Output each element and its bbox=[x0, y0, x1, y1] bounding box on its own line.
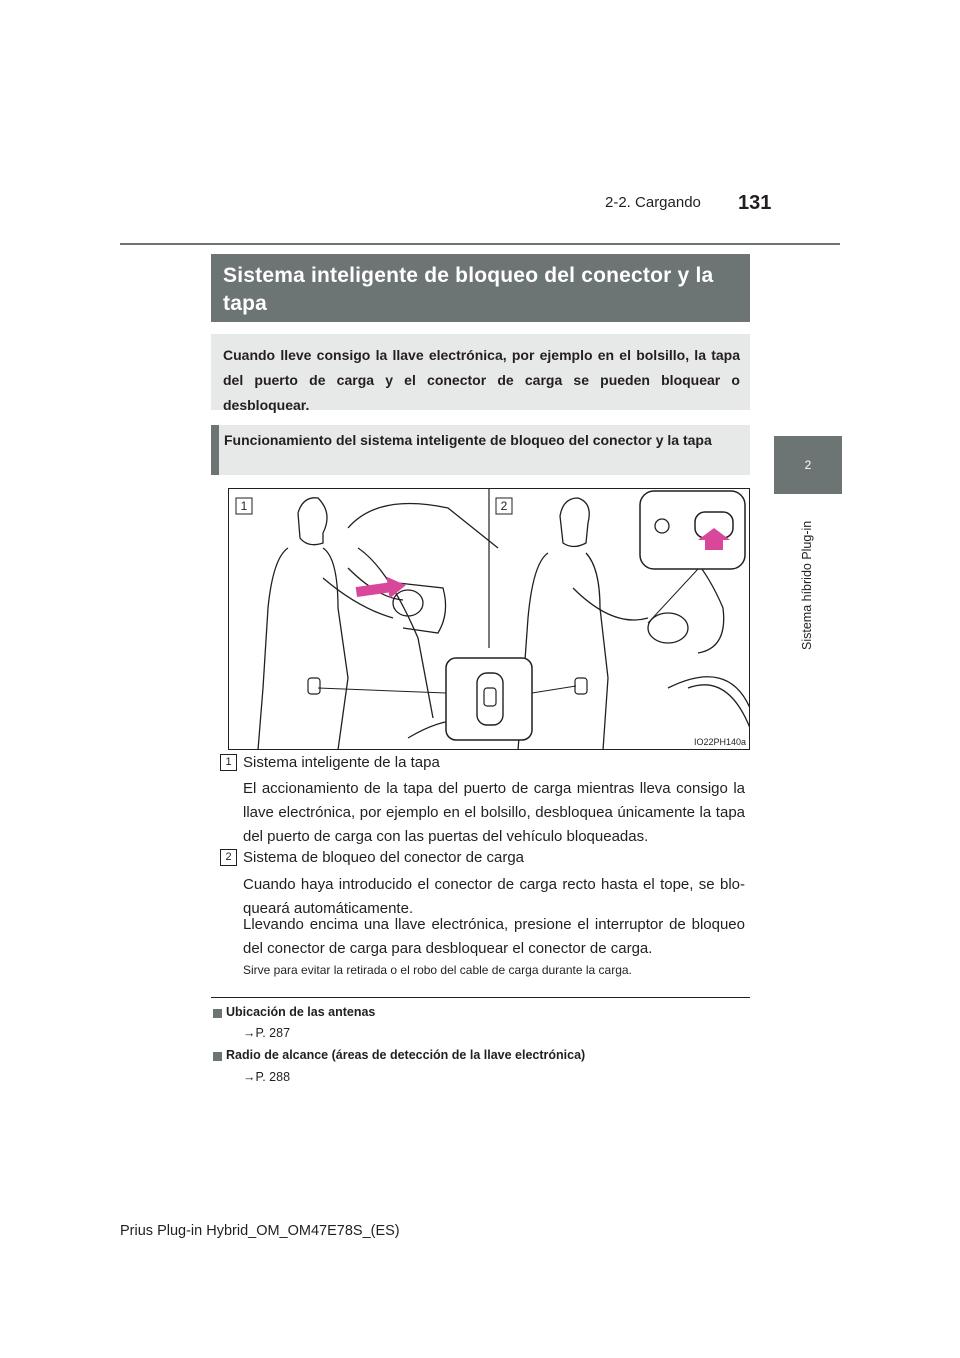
intro-box bbox=[211, 334, 750, 413]
item-2-number: 2 bbox=[220, 849, 237, 866]
page-number: 131 bbox=[738, 192, 772, 214]
item-2-note: Sirve para evitar la retirada o el robo del cable de carga durante la carga. bbox=[243, 963, 632, 977]
illustration-key-and-connector bbox=[228, 488, 750, 750]
section-title-banner bbox=[211, 254, 750, 322]
section-divider bbox=[211, 997, 750, 998]
subheading-text: Funcionamiento del sistema inteligente de bloqueo del conector y la tapa bbox=[224, 432, 712, 448]
running-head: 2-2. Cargando bbox=[605, 194, 701, 211]
section-title: Sistema inteligente de bloqueo del conector y la tapa bbox=[223, 264, 714, 315]
illustration-code: IO22PH140a bbox=[693, 737, 746, 747]
illustration-label-1: 1 bbox=[240, 499, 248, 513]
item-2-text: Cuando haya introducido el conector de carga recto hasta el tope, se blo-queará automáticamente. bbox=[243, 876, 745, 917]
key-inset bbox=[446, 658, 532, 740]
chapter-title-vertical bbox=[778, 500, 838, 650]
footer-manual-id: Prius Plug-in Hybrid_OM_OM47E78S_(ES) bbox=[120, 1223, 400, 1239]
note-1-title: Ubicación de las antenas bbox=[226, 1005, 376, 1019]
chapter-number: 2 bbox=[804, 458, 812, 472]
note-2-bullet bbox=[213, 1052, 222, 1061]
chapter-title: Sistema híbrido Plug-in bbox=[800, 520, 814, 650]
note-1-bullet bbox=[213, 1009, 222, 1018]
note-2-title: Radio de alcance (áreas de detección de la llave electrónica) bbox=[226, 1048, 586, 1062]
item-1-title: Sistema inteligente de la tapa bbox=[243, 754, 440, 771]
note-2-ref[interactable]: →P. 288 bbox=[243, 1070, 291, 1084]
subheading-bar bbox=[211, 425, 219, 475]
subheading-box bbox=[211, 425, 750, 475]
note-1-ref[interactable]: →P. 287 bbox=[243, 1026, 291, 1040]
item-1-number: 1 bbox=[220, 754, 237, 771]
intro-text: Cuando lleve consigo la llave electrónica, por ejemplo en el bolsillo, la tapa del puerto de carga y el conector de carga se pueden bloquear o desbloquear. bbox=[223, 347, 740, 413]
item-2-text-2: Llevando encima una llave electrónica, presione el interruptor de bloqueo del conector de carga para desbloquear el conector de carga. bbox=[243, 916, 745, 957]
item-2-title: Sistema de bloqueo del conector de carga bbox=[243, 849, 525, 866]
chapter-tab bbox=[774, 436, 842, 494]
item-1-text: El accionamiento de la tapa del puerto de carga mientras lleva consigo la llave electrónica, por ejemplo en el bolsillo, desbloquea únicamente la tapa del puerto de carga con las puertas del vehículo bloqueadas. bbox=[243, 780, 745, 845]
illustration-label-2: 2 bbox=[500, 499, 508, 513]
header-rule bbox=[120, 243, 840, 245]
